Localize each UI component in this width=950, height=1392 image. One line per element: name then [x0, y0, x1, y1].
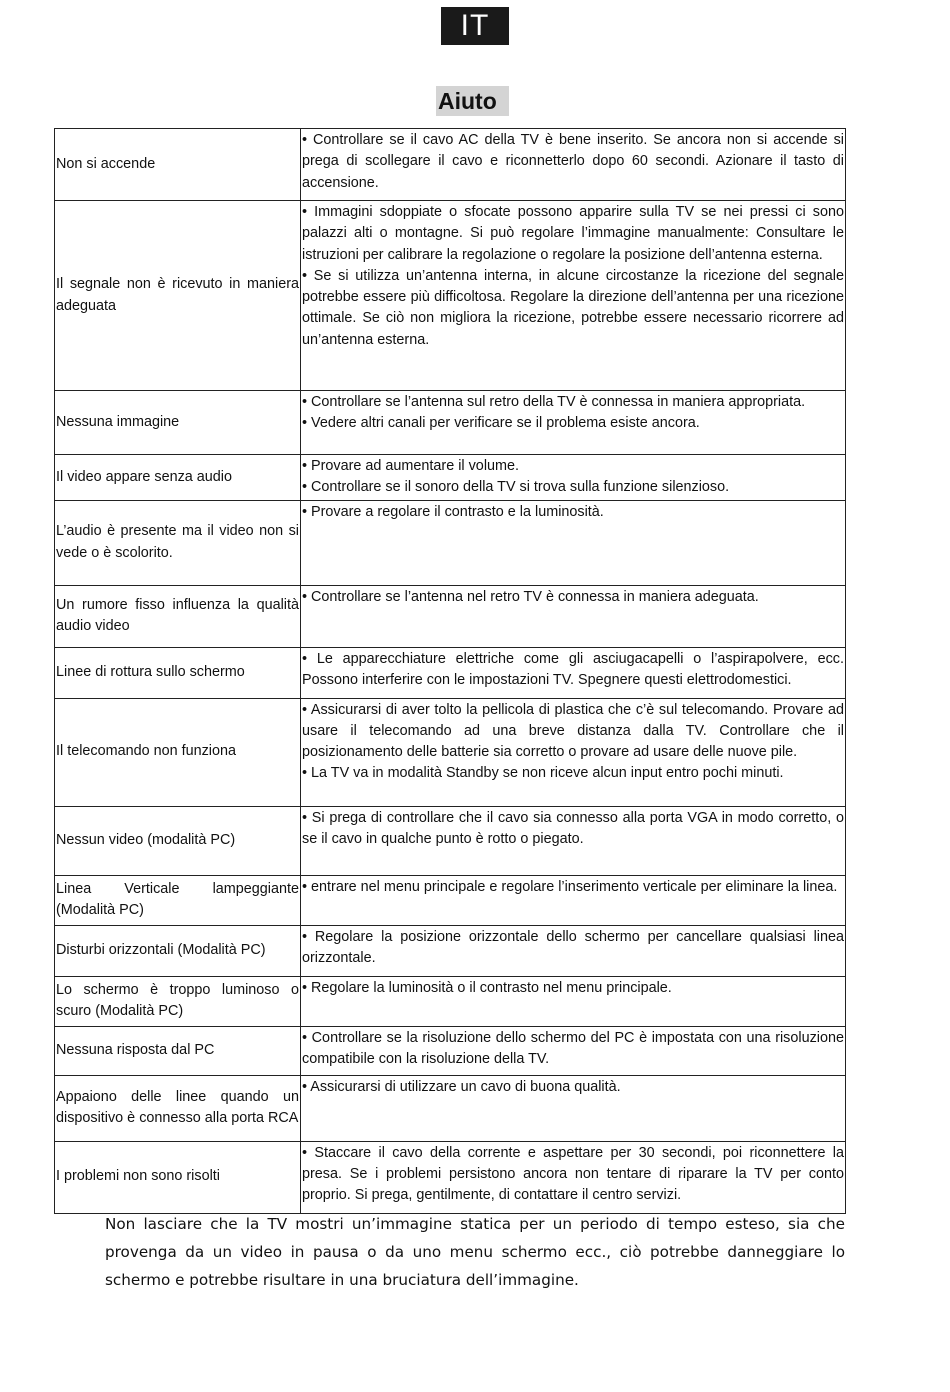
- problem-cell: Linea Verticale lampeggiante (Modalità PC): [55, 875, 301, 925]
- solution-cell: [301, 875, 846, 925]
- table-row: [55, 875, 846, 925]
- solution-cell: [301, 698, 846, 806]
- table-row: [55, 1075, 846, 1141]
- table-row: [55, 500, 846, 585]
- solution-line: • Staccare il cavo della corrente e aspettare per 30 secondi, poi riconnettere la presa. Se i problemi persistono ancora non tentare di riparare la TV per conto proprio. Si prega, gentilmente, di contattare il centro servizi.: [302, 1144, 844, 1204]
- problem-cell: Il video appare senza audio: [55, 455, 301, 501]
- solution-cell: [301, 976, 846, 1026]
- solution-line: • Se si utilizza un’antenna interna, in alcune circostanze la ricezione del segnale potrebbe essere più difficoltosa. Regolare la direzione dell’antenna per una ricezione ottimale. Se ciò non migliora la ricezione, potrebbe essere necessario ricorrere ad un’antenna esterna.: [302, 267, 844, 348]
- solution-line: • La TV va in modalità Standby se non riceve alcun input entro pochi minuti.: [302, 765, 784, 782]
- table-row: [55, 698, 846, 806]
- solution-cell: [301, 500, 846, 585]
- solution-cell: [301, 806, 846, 875]
- solution-line: • Controllare se l’antenna sul retro della TV è connessa in maniera appropriata.: [302, 394, 806, 410]
- problem-cell: Il segnale non è ricevuto in maniera adeguata: [55, 201, 301, 391]
- solution-cell: [301, 1075, 846, 1141]
- table-row: [55, 1141, 846, 1213]
- solution-cell: [301, 1141, 846, 1213]
- solution-line: • Assicurarsi di utilizzare un cavo di buona qualità.: [302, 1078, 621, 1095]
- problem-cell: I problemi non sono risolti: [55, 1141, 301, 1213]
- table-row: [55, 201, 846, 391]
- solution-line: • Vedere altri canali per verificare se il problema esiste ancora.: [302, 415, 700, 432]
- problem-cell: Un rumore fisso influenza la qualità audio video: [55, 585, 301, 647]
- solution-cell: [301, 391, 846, 455]
- problem-cell: Nessuna risposta dal PC: [55, 1026, 301, 1075]
- solution-cell: [301, 455, 846, 501]
- problem-cell: Il telecomando non funziona: [55, 698, 301, 806]
- solution-line: • Le apparecchiature elettriche come gli asciugacapelli o l’aspirapolvere, ecc. Possono interferire con le impostazioni TV. Spegnere questi elettrodomestici.: [302, 650, 844, 688]
- solution-line: • Regolare la posizione orizzontale dello schermo per cancellare qualsiasi linea orizzontale.: [302, 928, 844, 966]
- solution-line: • entrare nel menu principale e regolare l’inserimento verticale per eliminare la linea.: [302, 878, 838, 895]
- page-title: Aiuto: [436, 86, 509, 116]
- problem-cell: Appaiono delle linee quando un dispositivo è connesso alla porta RCA: [55, 1075, 301, 1141]
- solution-line: • Controllare se l’antenna nel retro TV è connessa in maniera adeguata.: [302, 588, 759, 605]
- troubleshooting-table: [54, 128, 846, 1214]
- solution-cell: [301, 647, 846, 698]
- solution-line: • Controllare se il sonoro della TV si trova sulla funzione silenzioso.: [302, 479, 730, 496]
- solution-line: • Assicurarsi di aver tolto la pellicola di plastica che c’è sul telecomando. Provare ad usare il telecomando ad una breve distanza dalla TV. Controllare che il posizionamento delle batterie sia corretto o provare ad usare delle nuove pile.: [302, 701, 844, 761]
- problem-cell: Linee di rottura sullo schermo: [55, 647, 301, 698]
- solution-cell: [301, 1026, 846, 1075]
- troubleshooting-table-body: [55, 129, 846, 1214]
- solution-line: • Regolare la luminosità o il contrasto nel menu principale.: [302, 979, 672, 996]
- solution-line: • Immagini sdoppiate o sfocate possono apparire sulla TV se nei pressi ci sono palazzi alti o montagne. Si può regolare l’immagine manualmente: Consultare le istruzioni per calibrare la regolazione o regolare la posizione dell’antenna esterna.: [302, 204, 844, 263]
- solution-cell: [301, 201, 846, 391]
- solution-cell: [301, 925, 846, 976]
- table-row: [55, 455, 846, 501]
- table-row: [55, 925, 846, 976]
- table-row: [55, 585, 846, 647]
- language-badge: IT: [441, 7, 509, 45]
- problem-cell: Lo schermo è troppo luminoso o scuro (Modalità PC): [55, 976, 301, 1026]
- problem-cell: Disturbi orizzontali (Modalità PC): [55, 925, 301, 976]
- table-row: [55, 1026, 846, 1075]
- problem-cell: Nessuna immagine: [55, 391, 301, 455]
- solution-line: • Controllare se la risoluzione dello schermo del PC è impostata con una risoluzione compatibile con la risoluzione della TV.: [302, 1029, 844, 1067]
- table-row: [55, 976, 846, 1026]
- solution-line: • Provare ad aumentare il volume.: [302, 458, 520, 474]
- solution-cell: [301, 129, 846, 201]
- table-row: [55, 806, 846, 875]
- solution-cell: [301, 585, 846, 647]
- solution-line: • Provare a regolare il contrasto e la luminosità.: [302, 503, 604, 520]
- solution-line: • Controllare se il cavo AC della TV è bene inserito. Se ancora non si accende si prega di scollegare il cavo e riconnetterlo dopo 60 secondi. Azionare il tasto di accensione.: [302, 132, 844, 191]
- problem-cell: Non si accende: [55, 129, 301, 201]
- footer-note: Non lasciare che la TV mostri un’immagine statica per un periodo di tempo esteso, sia che provenga da un video in pausa o da uno menu schermo ecc., ciò potrebbe danneggiare lo schermo e potrebbe risultare in una bruciatura dell’immagine.: [105, 1215, 845, 1289]
- table-row: [55, 647, 846, 698]
- problem-cell: L’audio è presente ma il video non si vede o è scolorito.: [55, 500, 301, 585]
- table-row: [55, 391, 846, 455]
- table-row: [55, 129, 846, 201]
- solution-line: • Si prega di controllare che il cavo sia connesso alla porta VGA in modo corretto, o se il cavo in qualche punto è rotto o piegato.: [302, 809, 844, 847]
- problem-cell: Nessun video (modalità PC): [55, 806, 301, 875]
